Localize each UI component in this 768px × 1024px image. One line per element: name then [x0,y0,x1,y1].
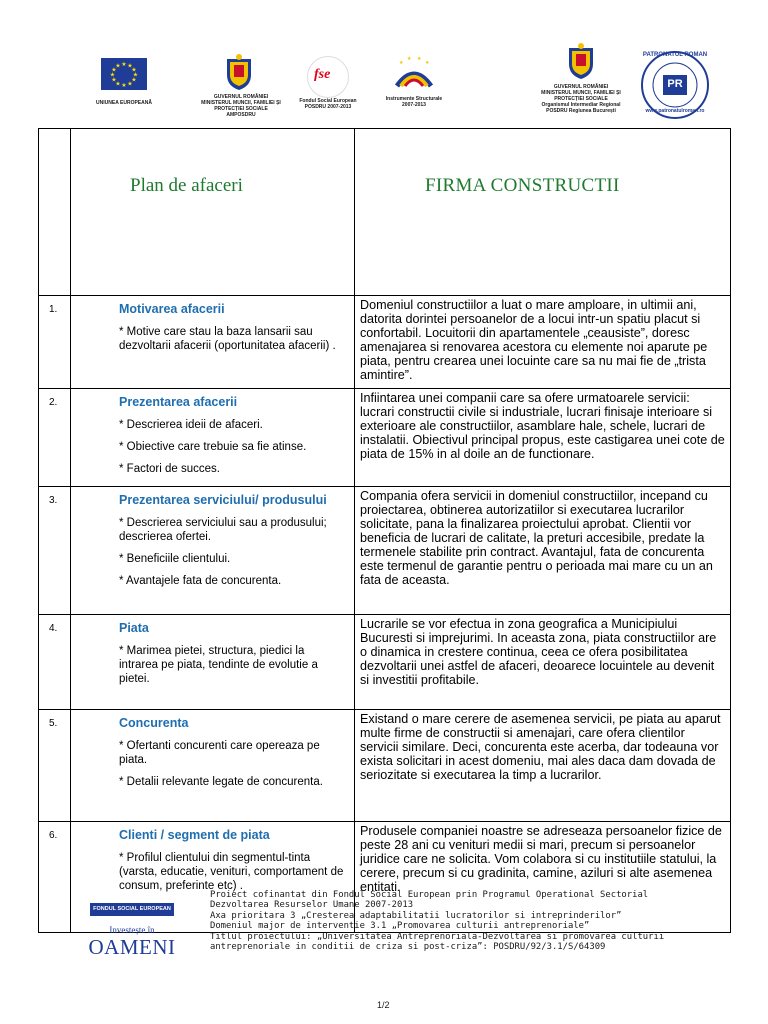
section-item: * Descrierea serviciului sau a produsului; descrierea ofertei. [119,517,327,543]
section-title: Motivarea afacerii [119,302,225,316]
table-row [39,615,731,710]
table-row [39,389,731,487]
svg-text:★: ★ [111,76,117,84]
section-title: Piata [119,621,149,635]
company-title: FIRMA CONSTRUCTII [355,129,731,296]
fse-caption: Fondul Social European POSDRU 2007-2013 [299,98,357,110]
table-row [39,296,731,389]
svg-text:★: ★ [111,66,117,74]
svg-text:★: ★ [115,80,121,88]
section-item: * Avantajele fata de concurenta. [119,575,282,587]
section-item: * Motive care stau la baza lansarii sau dezvoltarii afacerii (oportunitatea afacerii) . [119,326,336,352]
footer-line: Proiect cofinantat din Fondul Social European prin Programul Operational Sectorial [210,890,649,900]
footer-line: Dezvoltarea Resurselor Umane 2007-2013 [210,900,414,911]
section-item: * Detalii relevante legate de concurenta. [119,776,323,788]
svg-text:★: ★ [417,56,422,62]
fse-logo: fse [307,56,349,98]
section-title: Clienti / segment de piata [119,828,270,842]
row-description [71,710,355,822]
fse-logo-bar: FONDUL SOCIAL EUROPEAN [90,903,174,916]
row-description [71,296,355,389]
svg-text:★: ★ [131,66,137,74]
business-plan-table [38,128,731,933]
section-title: Prezentarea serviciului/ produsului [119,493,327,507]
row-answer: Infiintarea unei companii care sa ofere urmatoarele servicii: lucrari constructii civile si industriale, lucrari finisaje interioare si exterioare ale constructiilor, asamblare hale, schele, lucrari de instalatii. Obiectivul principal propus, este castigarea unei cote de piata de 15% in al doile an de functionare. [355,389,731,487]
svg-text:★: ★ [121,82,127,89]
svg-text:★: ★ [131,76,137,84]
svg-text:★: ★ [115,62,121,70]
table-header-row [39,129,731,296]
page-number: 1/2 [377,1000,390,1010]
patronatul-roman-logo [640,50,710,120]
section-item: * Descrierea ideii de afaceri. [119,419,263,431]
footer-line: Titlul proiectului: „Universitatea Antreprenoriala-Dezvoltarea si promovarea culturii [210,931,665,942]
section-item: * Profilul clientului din segmentul-tinta (varsta, educatie, venituri, comportament de consum, preferinte etc) . [119,852,344,892]
row-answer: Compania ofera servicii in domeniul constructiilor, incepand cu proiectarea, obtinerea autorizatiilor si executarea lucrarilor solicitate, pana la finalizarea proiectului aprobat. Clientii vor beneficia de lucrari de calitate, la preturi accesibile, predate la termenele stabilite prin contract. Avantajul, fata de concurenta este termenul de garantie pentru o perioada mai mare cu un an fata de aceasta. [355,487,731,615]
romania-coat-of-arms-icon [224,53,254,91]
eu-stars-icon [101,58,147,90]
svg-text:★: ★ [425,60,430,66]
footer-line: Axa prioritara 3 „Cresterea adaptabilitatii lucratorilor si intreprinderilor” [210,910,622,921]
instruments-caption: Instrumente Structurale 2007-2013 [385,96,443,108]
footer-project-info [210,890,710,952]
fse-oameni-logo [88,897,176,957]
row-number: 1. [39,296,71,389]
row-answer: Produsele companiei noastre se adreseaza persoanelor fizice de peste 28 ani cu venituri medii si mari, precum si persoanelor juridice care ne solicita. Vom colabora si cu institutiile statului, la cerere, precum si cu gradinita, camine, aziluri si alte asemenea entitati. [355,822,731,933]
svg-text:★: ★ [109,71,116,79]
svg-text:★: ★ [127,80,133,88]
row-answer: Lucrarile se vor efectua in zona geografica a Municipiului Bucuresti si imprejurimi. In aceasta zona, piata constructiilor are o dinamica in crestere continua, ceea ce ofera posibilitatea dezvoltarii unei astfel de afaceri, deoarece locuintele au devenit si investitii profitabile. [355,615,731,710]
section-title: Prezentarea afacerii [119,395,238,409]
table-row [39,487,731,615]
patronat-url: www.patronatulroman.ro [645,108,705,114]
svg-text:★: ★ [399,60,404,66]
section-item: * Obiective care trebuie sa fie atinse. [119,441,307,453]
svg-text:★: ★ [132,71,139,79]
row-answer: Domeniul constructiilor a luat o mare amploare, in ultimii ani, datorita dorintei persoanelor de a locui intr-un spatiu placut si confortabil. Locuitorii din apartamentele „ceausiste”, doresc amenajarea si renovarea acestora cu elemente noi aparute pe piata, pentru crearea unei locuinte care sa nu mai fie de „trista amintire”. [355,296,731,389]
fse-logo-title: OAMENI [88,935,176,959]
header-num-cell [39,129,71,296]
row-number: 4. [39,615,71,710]
footer-line: antreprenoriale in conditii de criza si post-criza”: POSDRU/92/3.1/S/64309 [210,942,606,953]
eu-flag-logo [101,58,147,90]
svg-text:★: ★ [121,61,127,68]
romania-coat-of-arms-icon [566,42,596,80]
row-description [71,389,355,487]
fse-logo-subtitle: Investește în [109,925,155,935]
patronat-name: PATRONATUL ROMAN [642,52,708,58]
gov2-caption: GUVERNUL ROMÂNIEI MINISTERUL MUNCII, FAMILIEI ȘI PROTECȚIEI SOCIALE Organismul Intermediar Regional POSDRU Regiunea București [541,84,621,114]
row-number: 3. [39,487,71,615]
section-title: Concurenta [119,716,189,730]
row-number: 2. [39,389,71,487]
gov-caption: GUVERNUL ROMÂNIEI MINISTERUL MUNCII, FAMILIEI ȘI PROTECȚIEI SOCIALE AMPOSDRU [201,94,281,118]
plan-title: Plan de afaceri [71,129,355,296]
row-description [71,487,355,615]
section-item: * Factori de succes. [119,463,220,475]
svg-text:★: ★ [407,56,412,62]
svg-text:★: ★ [127,62,133,70]
eu-caption: UNIUNEA EUROPEANĂ [96,100,152,106]
row-number: 6. [39,822,71,933]
row-description [71,615,355,710]
instrumente-structurale-icon [393,56,435,92]
section-item: * Beneficiile clientului. [119,553,231,565]
row-number: 5. [39,710,71,822]
footer-line: Domeniul major de interventie 3.1 „Promovarea culturii antreprenoriale” [210,921,590,932]
row-answer: Existand o mare cerere de asemenea servicii, pe piata au aparut multe firme de constructii si amenajari, care ofera clientilor servicii similare. Deci, concurenta este acerba, dar todeauna vor exista solicitari in acest domeniu, mai ales daca dam dovada de seriozitate si executarea la timp a lucrarilor. [355,710,731,822]
table-row [39,710,731,822]
patronat-mark: PR [667,78,683,90]
section-item: * Ofertanti concurenti care opereaza pe piata. [119,740,320,766]
header-logos [0,0,768,128]
section-item: * Marimea pietei, structura, piedici la intrarea pe piata, tendinte de evolutie a pietei. [119,645,318,685]
